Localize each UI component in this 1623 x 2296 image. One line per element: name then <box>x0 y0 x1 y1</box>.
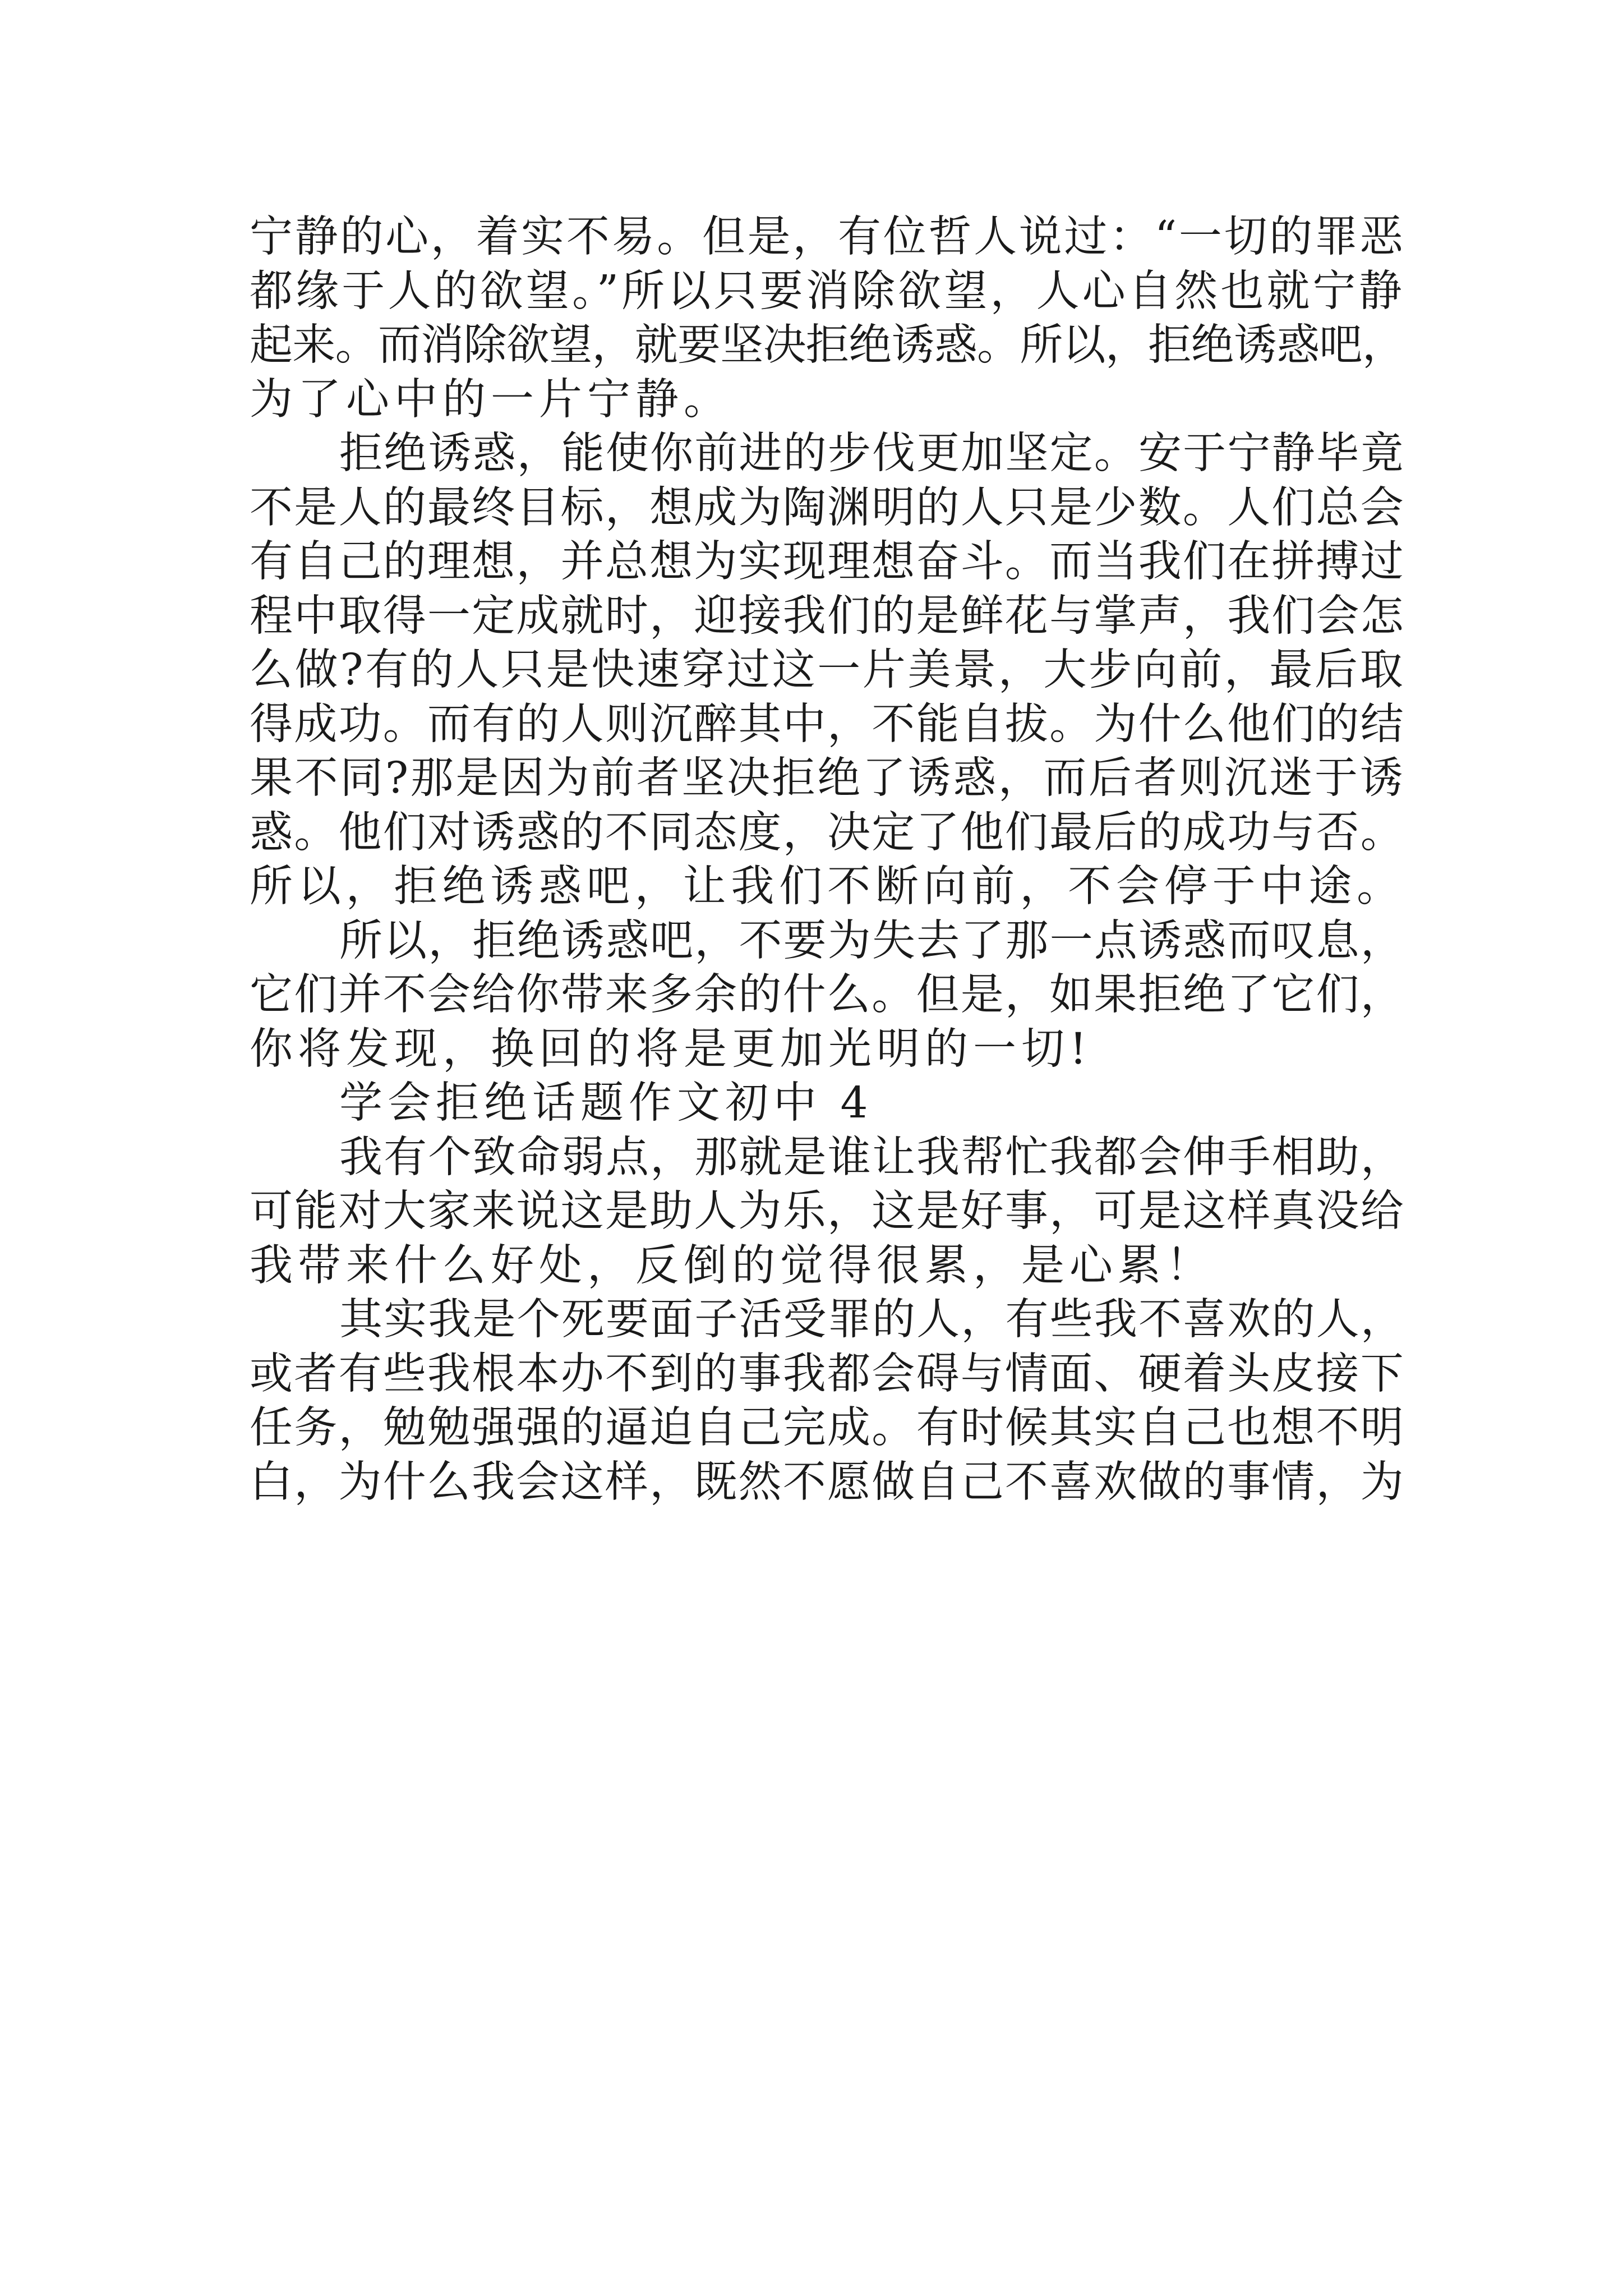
text-line: 不是人的最终目标，想成为陶渊明的人只是少数。人们总会 <box>250 482 1405 533</box>
text-line: 我有个致命弱点，那就是谁让我帮忙我都会伸手相助， <box>339 1132 1405 1182</box>
text-line: 有自己的理想，并总想为实现理想奋斗。而当我们在拼搏过 <box>250 537 1405 587</box>
text-line: 任务，勉勉强强的逼迫自己完成。有时候其实自己也想不明 <box>250 1403 1405 1453</box>
text-line: 你将发现，换回的将是更加光明的一切! <box>250 1024 1092 1074</box>
text-line: 可能对大家来说这是助人为乐，这是好事，可是这样真没给 <box>250 1186 1405 1236</box>
text-line: 所以，拒绝诱惑吧，不要为失去了那一点诱惑而叹息， <box>339 915 1405 966</box>
text-line: 所以，拒绝诱惑吧，让我们不断向前，不会停于中途。 <box>250 862 1405 912</box>
text-line: 都缘于人的欲望。”所以只要消除欲望，人心自然也就宁静 <box>250 266 1405 316</box>
text-line: 我带来什么好处，反倒的觉得很累，是心累！ <box>250 1240 1214 1291</box>
text-line: 它们并不会给你带来多余的什么。但是，如果拒绝了它们， <box>250 970 1405 1020</box>
text-line: 白，为什么我会这样，既然不愿做自己不喜欢做的事情，为 <box>250 1457 1405 1507</box>
text-line: 果不同?那是因为前者坚决拒绝了诱惑，而后者则沉迷于诱 <box>250 753 1405 803</box>
text-line: 惑。他们对诱惑的不同态度，决定了他们最后的成功与否。 <box>250 807 1405 858</box>
text-line: 拒绝诱惑，能使你前进的步伐更加坚定。安于宁静毕竟 <box>339 429 1405 478</box>
text-line: 学会拒绝话题作文初中 4 <box>339 1078 873 1128</box>
text-line: 得成功。而有的人则沉醉其中，不能自拔。为什么他们的结 <box>250 699 1405 749</box>
text-line: 为了心中的一片宁静。 <box>250 374 732 425</box>
text-line: 或者有些我根本办不到的事我都会碍与情面、硬着头皮接下 <box>250 1349 1405 1399</box>
text-line: 么做?有的人只是快速穿过这一片美景，大步向前，最后取 <box>250 645 1405 695</box>
text-line: 起来。而消除欲望，就要坚决拒绝诱惑。所以，拒绝诱惑吧， <box>250 320 1405 370</box>
body-text <box>250 210 1405 1510</box>
text-line: 宁静的心，着实不易。但是，有位哲人说过：“一切的罪恶 <box>250 212 1405 262</box>
text-line: 程中取得一定成就时，迎接我们的是鲜花与掌声，我们会怎 <box>250 591 1405 641</box>
text-line: 其实我是个死要面子活受罪的人，有些我不喜欢的人， <box>339 1295 1405 1345</box>
